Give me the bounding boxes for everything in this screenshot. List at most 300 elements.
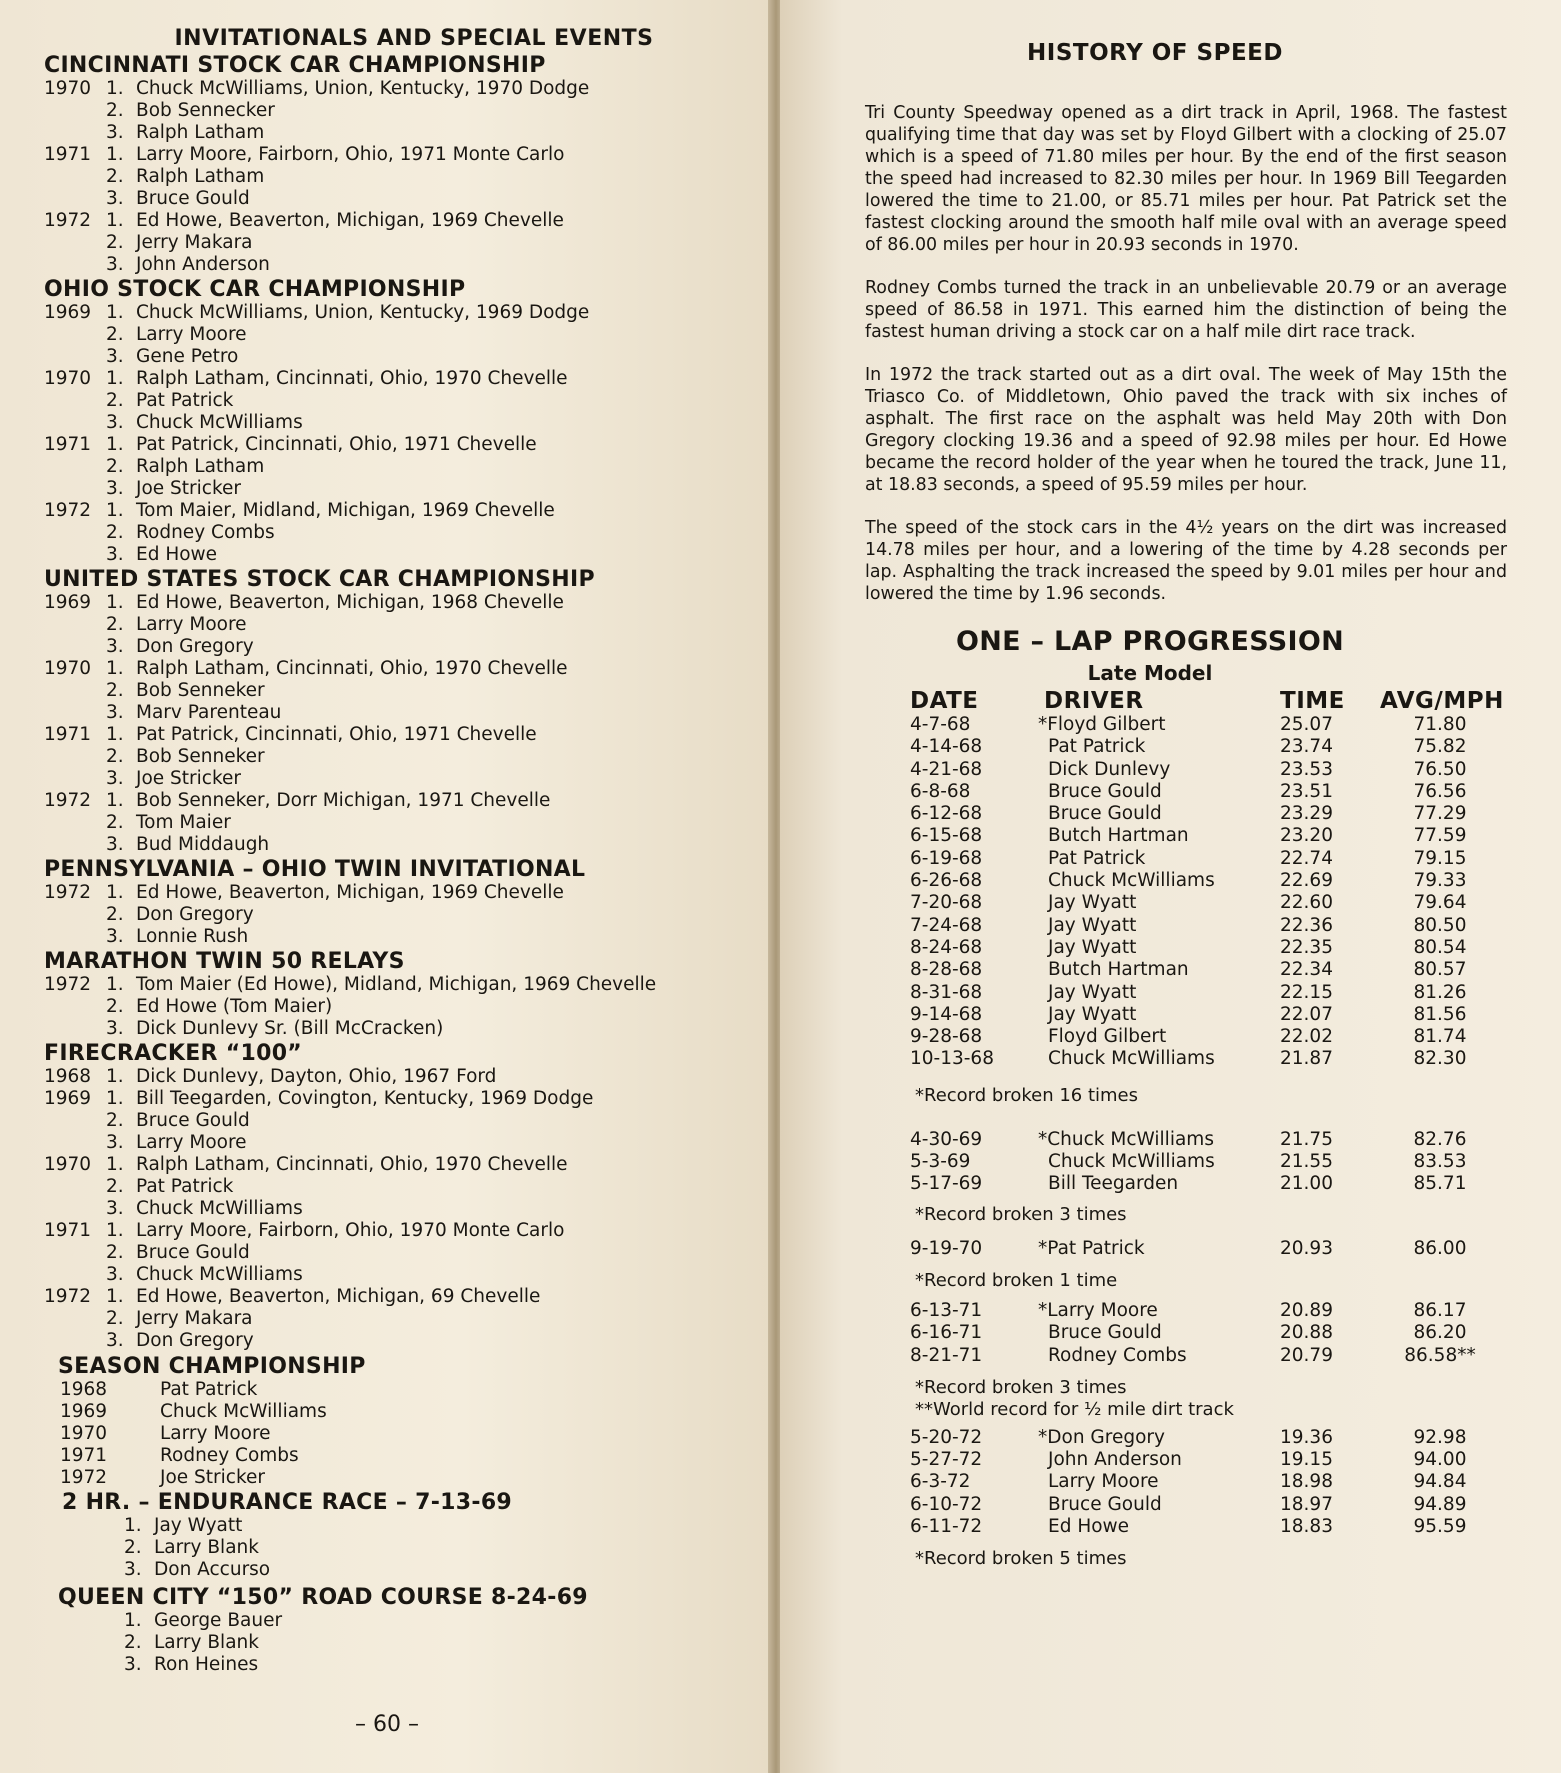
lap-time: 21.55: [1280, 1151, 1333, 1173]
result-driver: Larry Moore: [136, 614, 247, 635]
result-driver: Chuck McWilliams, Union, Kentucky, 1970 Dodge: [136, 78, 590, 99]
section-heading: CINCINNATI STOCK CAR CHAMPIONSHIP: [44, 53, 546, 78]
lap-mph: 79.33: [1413, 870, 1467, 892]
result-row: [44, 882, 744, 904]
lap-date: 8-21-71: [910, 1344, 983, 1366]
result-driver: Bill Teegarden, Covington, Kentucky, 1969 Dodge: [136, 1088, 594, 1109]
result-row: [44, 1132, 744, 1154]
lap-date: 6-16-71: [910, 1322, 983, 1344]
lap-row: [865, 1427, 1505, 1449]
endurance-position: 3.: [124, 1559, 142, 1580]
lap-mph: 79.64: [1413, 892, 1467, 914]
result-position: 2.: [106, 456, 124, 477]
lap-mph: 94.00: [1413, 1449, 1467, 1471]
result-year: 1972: [44, 500, 92, 521]
result-driver: Ralph Latham: [136, 456, 265, 477]
col-time: TIME: [1280, 688, 1345, 714]
result-position: 3.: [106, 544, 124, 565]
lap-row: [865, 736, 1505, 758]
lap-time: 23.74: [1280, 736, 1333, 758]
result-driver: Ed Howe, Beaverton, Michigan, 1969 Chevelle: [136, 210, 564, 231]
lap-time: 18.97: [1280, 1493, 1333, 1515]
result-year: 1970: [44, 78, 92, 99]
lap-driver: Chuck McWilliams: [1048, 870, 1215, 892]
result-driver: Dick Dunlevy Sr. (Bill McCracken): [136, 1018, 444, 1039]
lap-row: [865, 1238, 1505, 1260]
lap-row: [865, 1173, 1505, 1195]
lap-date: 4-21-68: [910, 758, 983, 780]
lap-group-1968: [865, 714, 1505, 1071]
result-position: 1.: [106, 592, 124, 613]
lap-mph: 82.30: [1413, 1048, 1467, 1070]
lap-mph: 77.59: [1413, 825, 1467, 847]
season-year: 1970: [60, 1423, 108, 1444]
result-driver: Pat Patrick: [136, 390, 234, 411]
result-position: 1.: [106, 210, 124, 231]
result-driver: Tom Maier (Ed Howe), Midland, Michigan, 1969 Chevelle: [136, 974, 657, 995]
result-row: [44, 834, 744, 856]
result-driver: Pat Patrick: [136, 1176, 234, 1197]
lap-driver: Jay Wyatt: [1048, 981, 1137, 1003]
queen-driver: Larry Blank: [154, 1632, 259, 1653]
lap-date: 5-20-72: [910, 1426, 983, 1448]
result-row: [44, 324, 744, 346]
result-driver: Bruce Gould: [136, 1242, 250, 1263]
result-position: 3.: [106, 768, 124, 789]
lap-time: 19.36: [1280, 1426, 1333, 1448]
result-position: 3.: [106, 1132, 124, 1153]
result-row: [44, 232, 744, 254]
lap-date: 8-24-68: [910, 936, 983, 958]
result-row: [44, 1110, 744, 1132]
season-row: [60, 1467, 744, 1489]
result-position: 2.: [106, 904, 124, 925]
season-champion: Rodney Combs: [160, 1445, 299, 1466]
lap-date: 8-28-68: [910, 959, 983, 981]
lap-table: [865, 714, 1505, 1570]
season-row: [60, 1401, 744, 1423]
lap-mph: 86.20: [1413, 1322, 1467, 1344]
result-row: [44, 144, 744, 166]
season-championship-heading: SEASON CHAMPIONSHIP: [58, 1354, 366, 1379]
result-position: 2.: [106, 522, 124, 543]
lap-row: [865, 892, 1505, 914]
result-row: [44, 522, 744, 544]
result-position: 1.: [106, 724, 124, 745]
result-year: 1971: [44, 434, 92, 455]
result-driver: Ed Howe, Beaverton, Michigan, 1968 Chevelle: [136, 592, 564, 613]
lap-driver: John Anderson: [1048, 1449, 1182, 1471]
lap-date: 5-17-69: [910, 1173, 983, 1195]
result-position: 2.: [106, 1242, 124, 1263]
lap-time: 20.79: [1280, 1344, 1333, 1366]
season-year: 1972: [60, 1467, 108, 1488]
result-year: 1972: [44, 790, 92, 811]
result-position: 2.: [106, 746, 124, 767]
lap-mph: 80.54: [1413, 936, 1467, 958]
endurance-row: [62, 1537, 744, 1559]
result-row: [44, 680, 744, 702]
result-row: [44, 188, 744, 210]
lap-date: 4-7-68: [910, 714, 971, 735]
result-position: 3.: [106, 412, 124, 433]
lap-time: 22.35: [1280, 936, 1333, 958]
lap-date: 6-3-72: [910, 1471, 971, 1493]
lap-mph: 86.00: [1413, 1237, 1467, 1259]
result-driver: Chuck McWilliams: [136, 412, 303, 433]
lap-mph: 81.26: [1413, 981, 1467, 1003]
result-year: 1970: [44, 658, 92, 679]
result-row: [44, 500, 744, 522]
result-position: 2.: [106, 390, 124, 411]
result-year: 1972: [44, 210, 92, 231]
lap-time: 22.69: [1280, 870, 1333, 892]
world-record-note: **World record for ½ mile dirt track: [915, 1398, 1234, 1420]
result-driver: Don Gregory: [136, 636, 254, 657]
lap-driver: Bruce Gould: [1048, 1322, 1162, 1344]
col-driver: DRIVER: [1044, 688, 1144, 714]
result-position: 2.: [106, 1110, 124, 1131]
result-position: 3.: [106, 926, 124, 947]
result-driver: Larry Moore, Fairborn, Ohio, 1970 Monte Carlo: [136, 1220, 565, 1241]
lap-driver: Chuck McWilliams: [1048, 1151, 1215, 1173]
queen-row: [62, 1610, 744, 1632]
season-year: 1968: [60, 1379, 108, 1400]
lap-date: 6-12-68: [910, 803, 983, 825]
lap-time: 19.15: [1280, 1449, 1333, 1471]
result-position: 1.: [106, 78, 124, 99]
lap-driver: Pat Patrick: [1048, 736, 1146, 758]
result-row: [44, 790, 744, 812]
queen-city-list: [44, 1610, 744, 1676]
result-position: 3.: [106, 1330, 124, 1351]
page-number: – 60 –: [355, 1712, 419, 1737]
event-sections: [44, 53, 744, 1352]
result-position: 1.: [106, 1154, 124, 1175]
lap-time: 18.83: [1280, 1516, 1333, 1538]
lap-driver: Jay Wyatt: [1048, 892, 1137, 914]
lap-row: [865, 1322, 1505, 1344]
lap-time: 23.53: [1280, 758, 1333, 780]
result-position: 3.: [106, 122, 124, 143]
record-note-1969: *Record broken 3 times: [915, 1203, 1127, 1225]
result-position: 1.: [106, 1088, 124, 1109]
result-position: 2.: [106, 680, 124, 701]
result-driver: John Anderson: [136, 254, 270, 275]
lap-driver: Jay Wyatt: [1048, 936, 1137, 958]
left-page: [0, 0, 772, 1773]
result-year: 1970: [44, 368, 92, 389]
lap-group-1971: [865, 1300, 1505, 1367]
lap-date: 6-11-72: [910, 1516, 983, 1538]
queen-position: 2.: [124, 1632, 142, 1653]
result-position: 3.: [106, 1198, 124, 1219]
result-row: [44, 302, 744, 324]
result-row: [44, 368, 744, 390]
endurance-race-list: [44, 1515, 744, 1581]
col-date: DATE: [910, 688, 979, 714]
endurance-driver: Don Accurso: [154, 1559, 271, 1580]
lap-row: [865, 1300, 1505, 1322]
result-driver: Joe Stricker: [136, 478, 241, 499]
result-position: 1.: [106, 882, 124, 903]
result-driver: Don Gregory: [136, 904, 254, 925]
result-driver: Bruce Gould: [136, 1110, 250, 1131]
lap-date: 4-14-68: [910, 736, 983, 758]
result-driver: Jerry Makara: [136, 1308, 253, 1329]
lap-row: [865, 1449, 1505, 1471]
section-heading: MARATHON TWIN 50 RELAYS: [44, 949, 405, 974]
result-row: [44, 658, 744, 680]
result-driver: Larry Moore: [136, 324, 247, 345]
queen-driver: George Bauer: [154, 1610, 283, 1631]
lap-date: 10-13-68: [910, 1048, 994, 1070]
result-year: 1969: [44, 1088, 92, 1109]
record-note-1972: *Record broken 5 times: [915, 1548, 1127, 1570]
lap-mph: 94.89: [1413, 1493, 1467, 1515]
result-position: 1.: [106, 1066, 124, 1087]
result-row: [44, 390, 744, 412]
lap-driver: Bruce Gould: [1048, 803, 1162, 825]
lap-time: 22.36: [1280, 914, 1333, 936]
lap-driver: Dick Dunlevy: [1048, 758, 1171, 780]
result-position: 3.: [106, 254, 124, 275]
queen-row: [62, 1654, 744, 1676]
lap-time: 22.34: [1280, 959, 1333, 981]
result-position: 3.: [106, 1264, 124, 1285]
result-driver: Ed Howe, Beaverton, Michigan, 69 Chevelle: [136, 1286, 541, 1307]
result-driver: Ed Howe: [136, 544, 218, 565]
season-row: [60, 1423, 744, 1445]
lap-driver: Pat Patrick: [1048, 847, 1146, 869]
lap-mph: 86.17: [1413, 1299, 1467, 1321]
result-position: 2.: [106, 324, 124, 345]
season-year: 1971: [60, 1445, 108, 1466]
result-row: [44, 1154, 744, 1176]
result-driver: Gene Petro: [136, 346, 239, 367]
result-row: [44, 1308, 744, 1330]
result-position: 3.: [106, 636, 124, 657]
lap-time: 18.98: [1280, 1471, 1333, 1493]
lap-driver: Rodney Combs: [1048, 1344, 1187, 1366]
lap-row: [865, 1129, 1505, 1151]
season-row: [60, 1445, 744, 1467]
result-row: [44, 1176, 744, 1198]
lap-driver: Bruce Gould: [1048, 1493, 1162, 1515]
result-row: [44, 346, 744, 368]
lap-driver: Chuck McWilliams: [1048, 1048, 1215, 1070]
result-driver: Marv Parenteau: [136, 702, 282, 723]
result-position: 2.: [106, 812, 124, 833]
lap-date: 9-19-70: [910, 1237, 983, 1259]
lap-mph: 81.56: [1413, 1003, 1467, 1025]
result-driver: Chuck McWilliams, Union, Kentucky, 1969 Dodge: [136, 302, 590, 323]
result-row: [44, 456, 744, 478]
lap-time: 22.02: [1280, 1026, 1333, 1048]
result-row: [44, 1242, 744, 1264]
main-title: INVITATIONALS AND SPECIAL EVENTS: [174, 26, 654, 51]
result-year: 1971: [44, 144, 92, 165]
result-position: 3.: [106, 346, 124, 367]
result-row: [44, 904, 744, 926]
lap-time: 21.87: [1280, 1048, 1333, 1070]
lap-time: 20.88: [1280, 1322, 1333, 1344]
lap-driver: Larry Moore: [1048, 1471, 1159, 1493]
result-row: [44, 166, 744, 188]
lap-time: 20.93: [1280, 1237, 1333, 1259]
section-heading: UNITED STATES STOCK CAR CHAMPIONSHIP: [44, 567, 595, 592]
result-driver: Bob Senneker, Dorr Michigan, 1971 Chevelle: [136, 790, 551, 811]
endurance-position: 2.: [124, 1537, 142, 1558]
result-row: [44, 1264, 744, 1286]
lap-driver: *Larry Moore: [1038, 1299, 1158, 1321]
lap-row: [865, 825, 1505, 847]
result-driver: Jerry Makara: [136, 232, 253, 253]
lap-date: 9-28-68: [910, 1026, 983, 1048]
lap-mph: 81.74: [1413, 1026, 1467, 1048]
result-driver: Bob Senneker: [136, 680, 265, 701]
lap-driver: *Floyd Gilbert: [1038, 714, 1166, 735]
record-note-1968: *Record broken 16 times: [915, 1084, 1139, 1106]
lap-time: 21.75: [1280, 1128, 1333, 1150]
result-row: [44, 1330, 744, 1352]
result-row: [44, 614, 744, 636]
lap-driver: Butch Hartman: [1048, 825, 1189, 847]
result-position: 1.: [106, 500, 124, 521]
lap-driver: Jay Wyatt: [1048, 914, 1137, 936]
lap-row: [865, 915, 1505, 937]
season-championship-list: [44, 1379, 744, 1489]
result-driver: Chuck McWilliams: [136, 1264, 303, 1285]
result-year: 1971: [44, 1220, 92, 1241]
lap-mph: 82.76: [1413, 1128, 1467, 1150]
lap-row: [865, 714, 1505, 736]
lap-date: 9-14-68: [910, 1003, 983, 1025]
result-year: 1972: [44, 1286, 92, 1307]
lap-driver: Jay Wyatt: [1048, 1003, 1137, 1025]
lap-row: [865, 781, 1505, 803]
lap-row: [865, 1345, 1505, 1367]
section-heading: PENNSYLVANIA – OHIO TWIN INVITATIONAL: [44, 857, 586, 882]
result-row: [44, 812, 744, 834]
result-row: [44, 434, 744, 456]
result-driver: Lonnie Rush: [136, 926, 249, 947]
lap-mph: 83.53: [1413, 1151, 1467, 1173]
result-row: [44, 592, 744, 614]
endurance-driver: Larry Blank: [154, 1537, 259, 1558]
record-note-1971: *Record broken 3 times: [915, 1376, 1127, 1398]
result-row: [44, 1088, 744, 1110]
result-driver: Ralph Latham, Cincinnati, Ohio, 1970 Chevelle: [136, 368, 568, 389]
result-year: 1971: [44, 724, 92, 745]
result-position: 3.: [106, 702, 124, 723]
lap-time: 23.20: [1280, 825, 1333, 847]
lap-mph: 92.98: [1413, 1426, 1467, 1448]
lap-row: [865, 959, 1505, 981]
lap-driver: *Chuck McWilliams: [1038, 1128, 1214, 1150]
season-year: 1969: [60, 1401, 108, 1422]
result-driver: Don Gregory: [136, 1330, 254, 1351]
result-row: [44, 478, 744, 500]
result-driver: Ralph Latham: [136, 166, 265, 187]
lap-date: 8-31-68: [910, 981, 983, 1003]
result-driver: Ed Howe, Beaverton, Michigan, 1969 Chevelle: [136, 882, 564, 903]
result-year: 1972: [44, 882, 92, 903]
season-champion: Chuck McWilliams: [160, 1401, 327, 1422]
queen-position: 1.: [124, 1610, 142, 1631]
result-driver: Bob Senneker: [136, 746, 265, 767]
result-row: [44, 210, 744, 232]
result-row: [44, 78, 744, 100]
result-row: [44, 412, 744, 434]
lap-mph: 76.56: [1413, 780, 1467, 802]
lap-date: 6-15-68: [910, 825, 983, 847]
result-row: [44, 1220, 744, 1242]
result-row: [44, 1198, 744, 1220]
result-driver: Larry Moore: [136, 1132, 247, 1153]
result-driver: Ralph Latham: [136, 122, 265, 143]
lap-group-1972: [865, 1427, 1505, 1538]
lap-date: 6-13-71: [910, 1299, 983, 1321]
section-heading: FIRECRACKER “100”: [44, 1041, 303, 1066]
lap-row: [865, 1494, 1505, 1516]
lap-mph: 85.71: [1413, 1173, 1467, 1195]
lap-driver: *Pat Patrick: [1038, 1237, 1145, 1259]
queen-row: [62, 1632, 744, 1654]
result-driver: Bud Middaugh: [136, 834, 270, 855]
result-driver: Ralph Latham, Cincinnati, Ohio, 1970 Chevelle: [136, 658, 568, 679]
result-year: 1969: [44, 302, 92, 323]
lap-time: 22.07: [1280, 1003, 1333, 1025]
result-row: [44, 702, 744, 724]
result-position: 3.: [106, 834, 124, 855]
lap-row: [865, 803, 1505, 825]
result-driver: Ed Howe (Tom Maier): [136, 996, 333, 1017]
result-position: 1.: [106, 144, 124, 165]
result-position: 2.: [106, 166, 124, 187]
lap-mph: 79.15: [1413, 847, 1467, 869]
season-champion: Larry Moore: [160, 1423, 271, 1444]
lap-row: [865, 1516, 1505, 1538]
result-row: [44, 1018, 744, 1040]
endurance-row: [62, 1559, 744, 1581]
result-driver: Bob Sennecker: [136, 100, 275, 121]
season-champion: Pat Patrick: [160, 1379, 258, 1400]
lap-mph: 75.82: [1413, 736, 1467, 758]
result-position: 1.: [106, 1220, 124, 1241]
progression-subtitle: Late Model: [1087, 661, 1213, 685]
right-content: [865, 40, 1505, 1570]
lap-row: [865, 1004, 1505, 1026]
lap-date: 4-30-69: [910, 1128, 983, 1150]
lap-time: 20.89: [1280, 1299, 1333, 1321]
history-paragraph-4: The speed of the stock cars in the 4½ years on the dirt was increased 14.78 miles per hour, and a lowering of the time by 4.28 seconds per lap. Asphalting the track increased the speed by 9.01 miles per hour and lowered the time by 1.96 seconds.: [865, 518, 1507, 604]
lap-date: 6-10-72: [910, 1493, 983, 1515]
lap-mph: 76.50: [1413, 758, 1467, 780]
result-row: [44, 1286, 744, 1308]
result-position: 2.: [106, 1176, 124, 1197]
lap-date: 6-26-68: [910, 870, 983, 892]
lap-driver: Bruce Gould: [1048, 780, 1162, 802]
result-driver: Pat Patrick, Cincinnati, Ohio, 1971 Chevelle: [136, 434, 537, 455]
lap-group-1970: [865, 1238, 1505, 1260]
history-paragraph-1: Tri County Speedway opened as a dirt track in April, 1968. The fastest qualifying time that day was set by Floyd Gilbert with a clocking of 25.07 which is a speed of 71.80 miles per hour. By the end of the first season the speed had increased to 82.30 miles per hour. In 1969 Bill Teegarden lowered the time to 21.00, or 85.71 miles per hour. Pat Patrick set the fastest clocking around the smooth half mile oval with an average speed of 86.00 miles per hour in 20.93 seconds in 1970.: [865, 103, 1507, 255]
result-driver: Tom Maier, Midland, Michigan, 1969 Chevelle: [136, 500, 555, 521]
result-row: [44, 122, 744, 144]
lap-row: [865, 1026, 1505, 1048]
lap-date: 6-19-68: [910, 847, 983, 869]
result-row: [44, 544, 744, 566]
